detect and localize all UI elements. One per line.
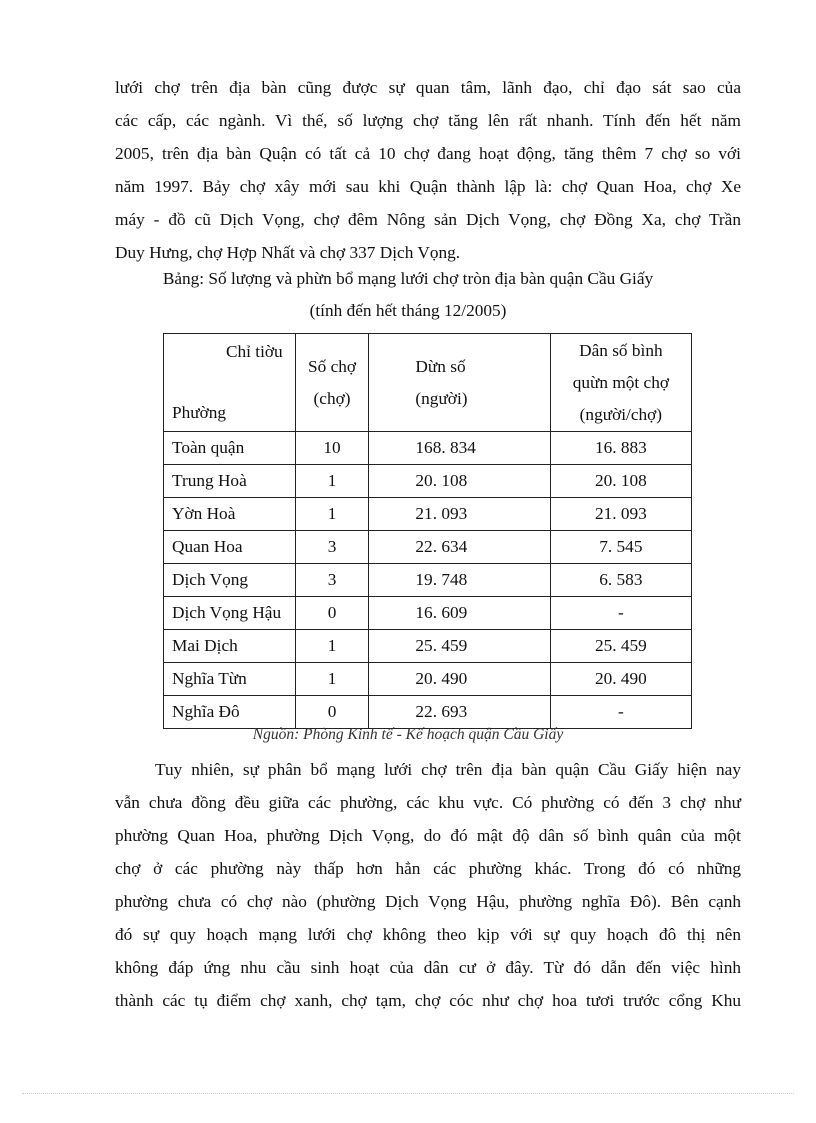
header-text: Dừn số — [415, 356, 466, 376]
cell-ward: Dịch Vọng Hậu — [164, 597, 296, 630]
header-text: (chợ) — [313, 388, 351, 408]
paragraph-analysis — [115, 753, 741, 1017]
market-table — [163, 333, 692, 729]
header-text: (người/chợ) — [579, 404, 663, 424]
text-line: không đáp ứng nhu cầu sinh hoạt của dân cư ở đây. Từ đó dẫn đến việc hình — [115, 958, 741, 977]
cell-avg-population: 20. 490 — [550, 663, 691, 696]
text-line: 2005, trên địa bàn Quận có tất cả 10 chợ đang hoạt động, tăng thêm 7 chợ so với — [115, 144, 741, 163]
cell-ward: Mai Dịch — [164, 630, 296, 663]
table-source-note: Nguồn: Phòng Kinh tế - Kế hoạch quận Cầu Giấy — [252, 726, 564, 743]
cell-market-count: 10 — [295, 432, 369, 465]
header-indicator: Chỉ tiờu — [226, 342, 283, 361]
table-row — [164, 696, 692, 729]
header-market-count — [295, 334, 369, 432]
cell-ward: Toàn quận — [164, 432, 296, 465]
cell-population: 16. 609 — [369, 597, 550, 630]
table-row — [164, 432, 692, 465]
cell-population: 20. 108 — [369, 465, 550, 498]
cell-avg-population: 25. 459 — [550, 630, 691, 663]
text-line: lưới chợ trên địa bàn cũng được sự quan tâm, lãnh đạo, chỉ đạo sát sao của — [115, 78, 741, 97]
header-text: quừn một chợ — [572, 372, 669, 392]
cell-ward: Nghĩa Từn — [164, 663, 296, 696]
cell-population: 21. 093 — [369, 498, 550, 531]
table-caption-date: (tính đến hết tháng 12/2005) — [309, 301, 507, 320]
paragraph-intro — [115, 71, 741, 269]
cell-ward: Dịch Vọng — [164, 564, 296, 597]
cell-avg-population: 6. 583 — [550, 564, 691, 597]
cell-market-count: 3 — [295, 564, 369, 597]
header-text: Dân số bình — [579, 340, 663, 360]
text-line: Duy Hưng, chợ Hợp Nhất và chợ 337 Dịch Vọng. — [115, 243, 461, 262]
table-header-row — [164, 334, 692, 432]
cell-market-count: 1 — [295, 663, 369, 696]
header-avg-population — [550, 334, 691, 432]
cell-population: 20. 490 — [369, 663, 550, 696]
cell-population: 19. 748 — [369, 564, 550, 597]
table-row — [164, 498, 692, 531]
cell-avg-population: 16. 883 — [550, 432, 691, 465]
cell-ward: Quan Hoa — [164, 531, 296, 564]
header-population — [369, 334, 550, 432]
cell-population: 22. 693 — [369, 696, 550, 729]
text-line: thành các tụ điểm chợ xanh, chợ tạm, chợ cóc như chợ hoa tươi trước cổng Khu — [115, 991, 741, 1010]
text-line: năm 1997. Bảy chợ xây mới sau khi Quận thành lập là: chợ Quan Hoa, chợ Xe — [115, 177, 741, 196]
cell-market-count: 0 — [295, 597, 369, 630]
page-footer-divider — [22, 1093, 794, 1094]
cell-population: 22. 634 — [369, 531, 550, 564]
cell-ward: Trung Hoà — [164, 465, 296, 498]
cell-population: 168. 834 — [369, 432, 550, 465]
cell-avg-population: 7. 545 — [550, 531, 691, 564]
table-row — [164, 597, 692, 630]
header-text: (người) — [415, 388, 468, 408]
header-text: Số chợ — [308, 356, 357, 376]
text-line: vẫn chưa đồng đều giữa các phường, các khu vực. Có phường có đến 3 chợ như — [115, 793, 741, 812]
text-line: các cấp, các ngành. Vì thế, số lượng chợ tăng lên rất nhanh. Tính đến hết năm — [115, 111, 741, 130]
table-row — [164, 564, 692, 597]
header-ward: Phường — [172, 403, 227, 422]
cell-market-count: 3 — [295, 531, 369, 564]
cell-market-count: 1 — [295, 630, 369, 663]
text-line: chợ ở các phường này thấp hơn hẳn các phường khác. Trong đó có những — [115, 859, 741, 878]
cell-market-count: 0 — [295, 696, 369, 729]
cell-avg-population: 21. 093 — [550, 498, 691, 531]
cell-avg-population: - — [550, 597, 691, 630]
cell-ward: Yờn Hoà — [164, 498, 296, 531]
cell-market-count: 1 — [295, 498, 369, 531]
cell-ward: Nghĩa Đô — [164, 696, 296, 729]
table-row — [164, 465, 692, 498]
cell-market-count: 1 — [295, 465, 369, 498]
text-line: phường Quan Hoa, phường Dịch Vọng, do đó mật độ dân số bình quân của một — [115, 826, 741, 845]
text-line: phường chưa có chợ nào (phường Dịch Vọng Hậu, phường nghĩa Đô). Bên cạnh — [115, 892, 741, 911]
text-line: đó sự quy hoạch mạng lưới chợ không theo kịp với sự quy hoạch đô thị nên — [115, 925, 741, 944]
cell-avg-population: - — [550, 696, 691, 729]
text-line: Tuy nhiên, sự phân bổ mạng lưới chợ trên địa bàn quận Cầu Giấy hiện nay — [155, 760, 741, 779]
cell-avg-population: 20. 108 — [550, 465, 691, 498]
table-row — [164, 531, 692, 564]
table-row — [164, 663, 692, 696]
header-indicator-ward — [164, 334, 296, 432]
table-caption-title: Bảng: Số lượng và phừn bổ mạng lưới chợ tròn địa bàn quận Cầu Giấy — [162, 269, 654, 288]
text-line: máy - đồ cũ Dịch Vọng, chợ đêm Nông sản Dịch Vọng, chợ Đồng Xa, chợ Trần — [115, 210, 741, 229]
table-row — [164, 630, 692, 663]
cell-population: 25. 459 — [369, 630, 550, 663]
